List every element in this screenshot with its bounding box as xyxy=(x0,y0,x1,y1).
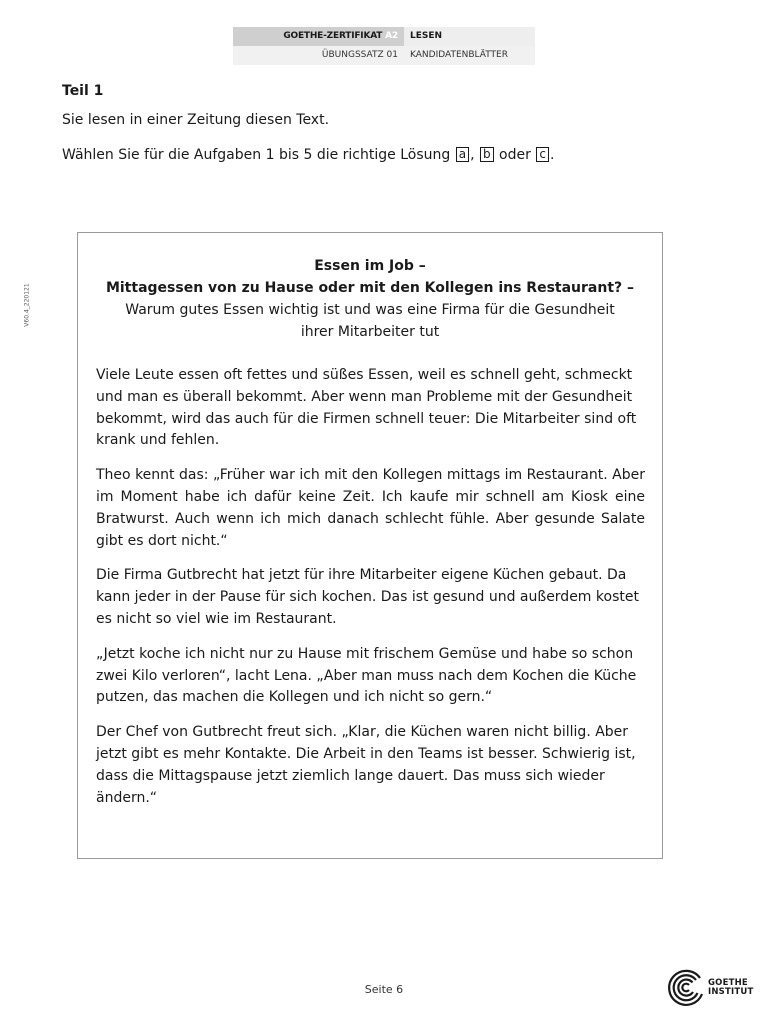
article-headline-1: Essen im Job – xyxy=(314,258,426,274)
exam-section: LESEN xyxy=(404,27,535,46)
article-paragraph-1: Viele Leute essen oft fettes und süßes Essen, weil es schnell geht, schmeckt und man es überall bekommt. Aber wenn man Probleme mit der Gesundheit bekommt, wird das auch für die Firmen schnell teuer: Die Mitarbeiter sind oft krank und fehlen. xyxy=(96,367,637,449)
exam-header-bottom-row xyxy=(233,46,535,65)
article-paragraph-3: Die Firma Gutbrecht hat jetzt für ihre Mitarbeiter eigene Küchen gebaut. Da kann jeder in der Pause für sich kochen. Das ist gesund und außerdem kostet es nicht so viel wie im Restaurant. xyxy=(96,567,639,627)
task-instruction-2-text: Wählen Sie für die Aufgaben 1 bis 5 die richtige Lösung xyxy=(62,147,451,163)
option-separator-comma: , xyxy=(470,147,475,163)
instruction-end-period: . xyxy=(549,147,555,163)
logo-text xyxy=(708,979,753,997)
goethe-logo-icon xyxy=(666,968,706,1008)
article-header xyxy=(78,255,662,343)
article-headline-2: Mittagessen von zu Hause oder mit den Kollegen ins Restaurant? – xyxy=(105,280,635,296)
exam-header xyxy=(233,27,535,65)
logo-text-institut: INSTITUT xyxy=(708,987,754,997)
article-subline-2: ihrer Mitarbeiter tut xyxy=(300,324,440,340)
page-number: Seite 6 xyxy=(364,983,404,996)
exam-level: A2 xyxy=(385,31,398,41)
exam-name: GOETHE-ZERTIFIKAT xyxy=(283,31,383,41)
task-title: Teil 1 xyxy=(62,83,104,99)
task-instruction-1: Sie lesen in einer Zeitung diesen Text. xyxy=(62,112,330,128)
option-c-box: c xyxy=(536,147,549,162)
article-body xyxy=(96,365,645,822)
goethe-institut-logo xyxy=(666,968,756,1008)
exam-set: ÜBUNGSSATZ 01 xyxy=(233,46,404,65)
version-code: V60.4_220121 xyxy=(23,283,31,327)
article-subline-1: Warum gutes Essen wichtig ist und was eine Firma für die Gesundheit xyxy=(125,302,615,318)
option-separator-or: oder xyxy=(499,147,531,163)
exam-sheet-type: KANDIDATENBLÄTTER xyxy=(404,46,535,65)
article-paragraph-2: Theo kennt das: „Früher war ich mit den Kollegen mittags im Restaurant. Aber im Moment habe ich dafür keine Zeit. Ich kaufe mir schnell am Kiosk eine Bratwurst. Auch wenn ich mich danach schlecht fühle. Aber gesunde Salate gibt es dort nicht.“ xyxy=(96,467,645,549)
option-b-box: b xyxy=(480,147,494,162)
task-instruction-2 xyxy=(62,147,554,163)
logo-text-goethe: GOETHE xyxy=(708,978,748,988)
article-paragraph-5: Der Chef von Gutbrecht freut sich. „Klar, die Küchen waren nicht billig. Aber jetzt gibt es mehr Kontakte. Die Arbeit in den Teams ist besser. Schwierig ist, dass die Mittagspause jetzt ziemlich lange dauert. Das muss sich wieder ändern.“ xyxy=(96,724,636,806)
option-a-box: a xyxy=(456,147,469,162)
exam-title-cell xyxy=(233,27,404,46)
article-paragraph-4: „Jetzt koche ich nicht nur zu Hause mit frischem Gemüse und habe so schon zwei Kilo verloren“, lacht Lena. „Aber man muss nach dem Kochen die Küche putzen, das machen die Kollegen und ich nicht so gern.“ xyxy=(96,645,637,706)
exam-header-top-row xyxy=(233,27,535,46)
article-box xyxy=(77,232,663,859)
